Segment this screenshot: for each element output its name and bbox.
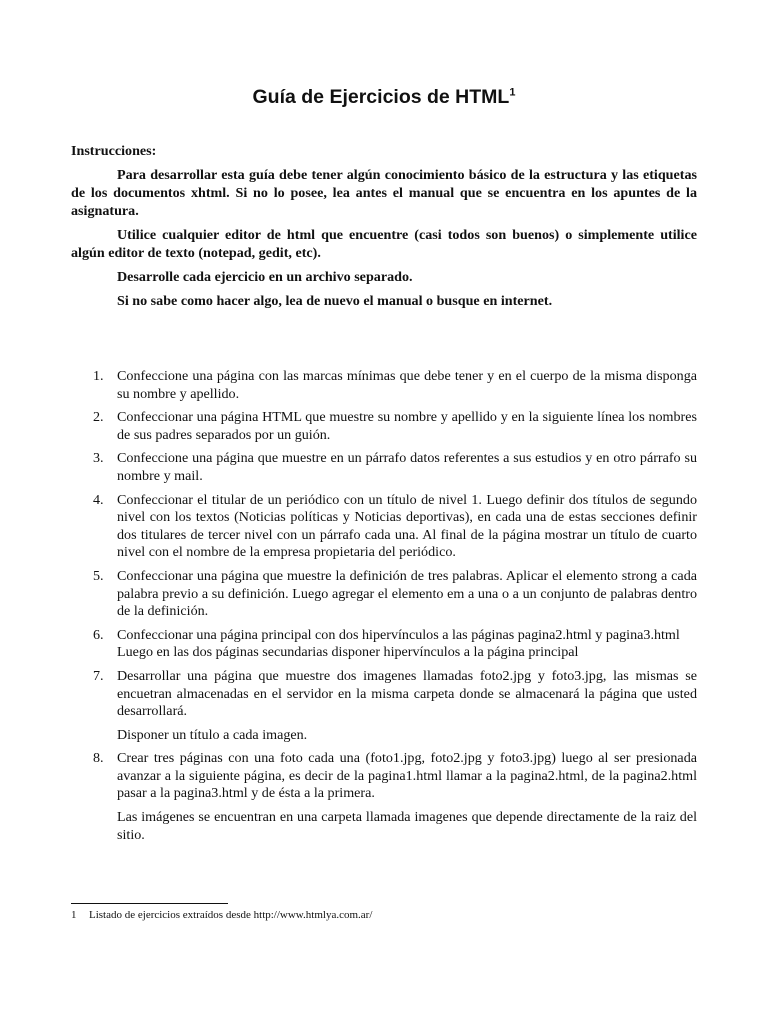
footnote — [71, 908, 372, 922]
exercise-number: 1. — [93, 368, 104, 384]
exercise-number: 5. — [93, 567, 104, 584]
page-title — [0, 86, 768, 109]
exercise-item — [71, 627, 697, 662]
exercise-item — [71, 668, 697, 744]
exercise-number: 8. — [93, 750, 104, 767]
footnote-number: 1 — [71, 909, 77, 921]
footnote-text: Listado de ejercicios extraídos desde http://www.htmlya.com.ar/ — [89, 909, 373, 921]
footnote-divider — [71, 903, 228, 904]
exercise-number: 2. — [93, 409, 104, 426]
exercise-item — [71, 492, 697, 562]
exercise-number: 7. — [93, 667, 104, 684]
exercise-text: Confeccionar una página que muestre la definición de tres palabras. Aplicar el elemento strong a cada palabra previo a su definición. Luego agregar el elemento em a una o a un conjunto de palabras dentro de la definición. — [117, 567, 697, 620]
instruction-paragraph: Para desarrollar esta guía debe tener algún conocimiento básico de la estructura y las etiquetas de los documentos xhtml. Si no lo posee, lea antes el manual que se encuentra en los apuntes de la asignatura. — [71, 167, 697, 219]
exercise-text: Confeccionar el titular de un periódico con un título de nivel 1. Luego definir dos títulos de segundo nivel con los textos (Noticias políticas y Noticias deportivas), en cada una de estas secciones definir dos titulares de tercer nivel con un párrafo cada una. Al final de la página mostrar un título de cuarto nivel con el nombre de la empresa propietaria del periódico. — [117, 491, 697, 561]
instructions-section — [71, 142, 697, 316]
exercise-text: Confeccione una página que muestre en un párrafo datos referentes a sus estudios y en otro párrafo su nombre y mail. — [117, 450, 697, 484]
exercise-item — [71, 368, 697, 403]
exercise-text: Crear tres páginas con una foto cada una (foto1.jpg, foto2.jpg y foto3.jpg) luego al ser presionada avanzar a la siguiente página, es decir de la pagina1.html llamar a la pagina2.html, de la pagina2.html pasar a la pagina3.html y de ésta a la primera. — [117, 750, 697, 802]
instructions-label: Instrucciones: — [71, 143, 157, 159]
instruction-paragraph: Utilice cualquier editor de html que encuentre (casi todos son buenos) o simplemente utilice algún editor de texto (notepad, gedit, etc). — [71, 227, 697, 261]
title-text: Guía de Ejercicios de HTML — [252, 86, 510, 108]
exercise-extra-text: Disponer un título a cada imagen. — [117, 726, 308, 743]
exercise-item — [71, 750, 697, 844]
exercise-item — [71, 450, 697, 485]
instruction-paragraph: Si no sabe como hacer algo, lea de nuevo el manual o busque en internet. — [117, 293, 553, 309]
exercise-item — [71, 409, 697, 444]
exercise-number: 3. — [93, 450, 104, 467]
exercise-number: 6. — [93, 626, 104, 643]
exercise-item — [71, 568, 697, 621]
exercise-text: Confeccione una página con las marcas mínimas que debe tener y en el cuerpo de la misma disponga su nombre y apellido. — [117, 368, 697, 402]
exercise-list — [71, 368, 697, 850]
exercise-number: 4. — [93, 491, 104, 508]
exercise-text: Confeccionar una página principal con dos hipervínculos a las páginas pagina2.html y pagina3.html — [117, 626, 680, 643]
title-footnote-mark: 1 — [509, 86, 516, 99]
exercise-extra-text: Las imágenes se encuentran en una carpeta llamada imagenes que depende directamente de la raiz del sitio. — [117, 809, 697, 843]
instruction-paragraph: Desarrolle cada ejercicio en un archivo separado. — [117, 269, 413, 285]
exercise-text: Desarrollar una página que muestre dos imagenes llamadas foto2.jpg y foto3.jpg, las mismas se encuetran almacenadas en el servidor en la misma carpeta donde se almacenará la página que usted desarrollará. — [117, 667, 697, 720]
exercise-text-line2: Luego en las dos páginas secundarias disponer hipervínculos a la página principal — [117, 644, 579, 661]
exercise-text: Confeccionar una página HTML que muestre su nombre y apellido y en la siguiente línea los nombres de sus padres separados por un guión. — [117, 409, 697, 443]
